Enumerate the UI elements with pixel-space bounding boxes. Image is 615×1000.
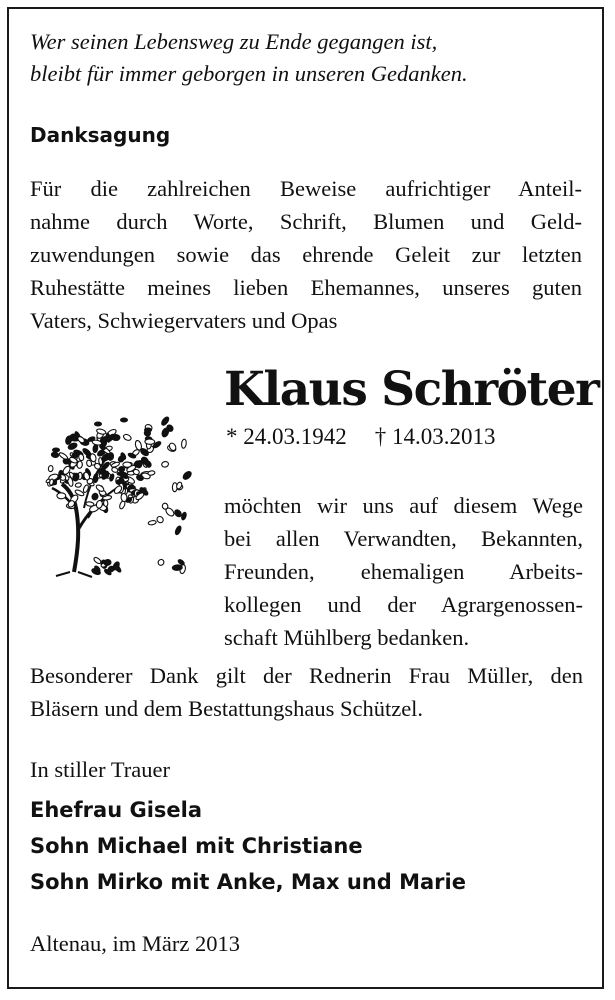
- thanks-line: Freunden, ehemaligen Arbeits-: [224, 559, 583, 584]
- leaf-shape: [103, 559, 111, 566]
- leaf-shape: [123, 433, 132, 441]
- leaf-shape: [161, 427, 170, 438]
- death-date: † 14.03.2013: [374, 424, 496, 449]
- deceased-name: Klaus Schröter: [224, 362, 599, 417]
- leaf-shape: [174, 525, 182, 535]
- leaf-shape: [86, 501, 95, 506]
- leaf-shape: [48, 465, 53, 472]
- leaf-shape: [157, 558, 165, 566]
- family-list: [30, 792, 466, 900]
- leaf-shape: [93, 556, 102, 564]
- intro-line: nahme durch Worte, Schrift, Blumen und Geld-: [30, 209, 582, 234]
- thanks-line: bei allen Verwandten, Bekannten,: [224, 526, 583, 551]
- family-member: Sohn Michael mit Christiane: [30, 834, 363, 858]
- life-dates: [226, 424, 496, 450]
- mourning-label: In stiller Trauer: [30, 757, 170, 782]
- special-thanks-line: Besonderer Dank gilt der Rednerin Frau Müller, den: [30, 663, 583, 688]
- leaf-shape: [112, 434, 120, 440]
- birth-date: * 24.03.1942: [226, 424, 347, 449]
- tree-with-falling-leaves-icon: [44, 380, 194, 580]
- leaf-shape: [161, 461, 169, 468]
- intro-line: Für die zahlreichen Beweise aufrichtiger Anteil-: [30, 176, 582, 201]
- thanks-paragraph: [224, 489, 583, 654]
- leaf-shape: [162, 503, 169, 510]
- leaf-shape: [148, 520, 157, 525]
- motto-verse: [30, 26, 590, 90]
- leaf-shape: [91, 492, 99, 500]
- leaf-shape: [75, 483, 82, 488]
- leaf-shape: [145, 439, 155, 444]
- leaf-shape: [148, 470, 156, 475]
- thanks-line: kollegen und der Agrargenossen-: [224, 592, 583, 617]
- leaf-shape: [181, 439, 187, 448]
- leaf-shape: [77, 461, 83, 469]
- leaf-shape: [51, 452, 59, 458]
- family-member: Ehefrau Gisela: [30, 798, 203, 822]
- special-thanks-line: Bläsern und dem Bestattungshaus Schützel.: [30, 696, 424, 721]
- thanks-line: möchten wir uns auf diesem Wege: [224, 493, 583, 518]
- thanks-line: schaft Mühlberg bedanken.: [224, 625, 470, 650]
- intro-line: Vaters, Schwiegervaters und Opas: [30, 308, 338, 333]
- motto-line: bleibt für immer geborgen in unseren Gedanken.: [30, 61, 468, 86]
- intro-paragraph: [30, 172, 582, 337]
- family-member: Sohn Mirko mit Anke, Max und Marie: [30, 870, 466, 894]
- leaf-shape: [121, 493, 128, 502]
- leaf-shape: [57, 493, 66, 499]
- leaf-shape: [182, 470, 193, 481]
- intro-line: Ruhestätte meines lieben Ehemannes, unseres guten: [30, 275, 582, 300]
- leaf-shape: [95, 484, 105, 493]
- place-and-date: Altenau, im März 2013: [30, 931, 240, 956]
- leaf-shape: [172, 565, 182, 571]
- heading-danksagung: Danksagung: [30, 123, 171, 147]
- special-thanks-paragraph: [30, 659, 583, 725]
- leaf-shape: [103, 500, 108, 507]
- leaf-shape: [156, 515, 165, 524]
- intro-line: zuwendungen sowie das ehrende Geleit zur letzten: [30, 242, 582, 267]
- motto-line: Wer seinen Lebensweg zu Ende gegangen ist,: [30, 29, 438, 54]
- leaf-shape: [118, 466, 124, 472]
